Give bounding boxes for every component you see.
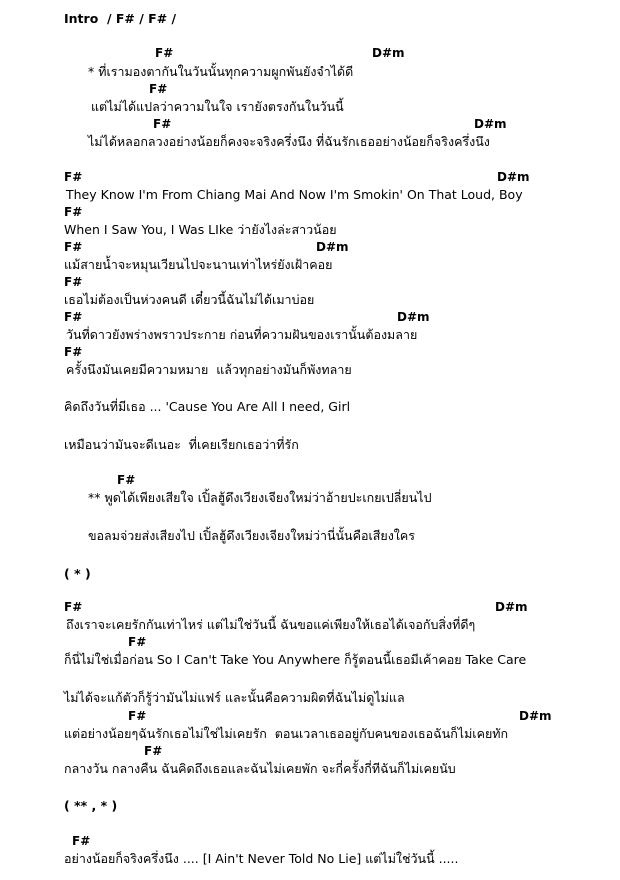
lyric-line: ** พูดได้เพียงเสียใจ เปิ้ลฮู้ดึงเวียงเจียงใหม่ว่าอ้ายปะเกยเปลี่ยนไป (88, 490, 432, 505)
chord-label: F# (128, 635, 147, 649)
chord-label: F# (128, 709, 147, 723)
chord-label: F# (64, 170, 83, 184)
lyric-line: แต่ไม่ได้แปลว่าความในใจ เรายังตรงกันในวันนี้ (91, 99, 344, 114)
lyric-line: วันที่ดาวยังพร่างพราวประกาย ก่อนที่ความฝันของเรานั้นต้องมลาย (66, 327, 418, 342)
chord-label: F# (144, 744, 163, 758)
chord-label: F# (64, 310, 83, 324)
chord-label: F# (64, 240, 83, 254)
chord-label: F# (64, 600, 83, 614)
lyric-line: When I Saw You, I Was LIke ว่ายังไงล่ะสาวน้อย (64, 222, 337, 237)
lyric-line: ขอลมจ่วยส่งเสียงไป เปิ้ลฮู้ดึงเวียงเจียงใหม่ว่านี่นั้นคือเสียงใคร (88, 528, 415, 543)
chord-label: D#m (316, 240, 349, 254)
chord-label: D#m (397, 310, 430, 324)
lyric-line: * ที่เรามองตากันในวันนั้นทุกความผูกพันยังจำได้ดี (88, 64, 354, 79)
lyric-line: ไม่ได้จะแก้ตัวก็รู้ว่ามันไม่แฟร์ และนั้นคือความผิดที่ฉันไม่ดูไม่แล (64, 690, 405, 705)
chord-label: D#m (497, 170, 530, 184)
lyric-line: แต่อย่างน้อยๆฉันรักเธอไม่ใช่ไม่เคยรัก ตอนเวลาเธออยู่กับคนของเธอฉันก็ไม่เคยทัก (64, 726, 509, 741)
section-repeat-marker: ( ** , * ) (64, 798, 118, 813)
lyric-line: ก็นี่ไม่ใช่เมื่อก่อน So I Can't Take You Anywhere ก็รู้ตอนนี้เธอมีเค้าคอย Take Care (64, 652, 527, 667)
chord-label: D#m (519, 709, 552, 723)
chord-label: F# (153, 117, 172, 131)
chord-label: D#m (372, 46, 405, 60)
lyric-line: เธอไม่ต้องเป็นห่วงคนดี เดี๋ยวนี้ฉันไม่ได้เมาบ่อย (64, 292, 315, 307)
lyric-line: ถึงเราจะเคยรักกันเท่าไหร่ แต่ไม่ใช่วันนี้ ฉันขอแค่เพียงให้เธอได้เจอกับสิ่งที่ดีๆ (66, 617, 476, 632)
chord-label: F# (64, 275, 83, 289)
lyric-line: They Know I'm From Chiang Mai And Now I'm Smokin' On That Loud, Boy (66, 187, 523, 202)
chord-label: F# (72, 834, 91, 848)
lyric-line: ไม่ได้หลอกลวงอย่างน้อยก็คงจะจริงครึ่งนึง ที่ฉันรักเธออย่างน้อยก็จริงครึ่งนึง (88, 134, 490, 149)
lyric-line: แม้สายน้ำจะหมุนเวียนไปจะนานเท่าไหร่ยังเฝ้าคอย (64, 257, 333, 272)
lyric-line: เหมือนว่ามันจะดีเนอะ ที่เคยเรียกเธอว่าที่รัก (64, 437, 299, 452)
chord-label: F# (117, 473, 136, 487)
lyric-line: ครั้งนึงมันเคยมีความหมาย แล้วทุกอย่างมันก็พังทลาย (66, 362, 352, 377)
chord-label: F# (64, 205, 83, 219)
chord-label: D#m (474, 117, 507, 131)
lyric-line: อย่างน้อยก็จริงครึ่งนึง .... [I Ain't Never Told No Lie] แต่ไม่ใช่วันนี้ ..... (64, 851, 459, 866)
intro-line: Intro / F# / F# / (64, 11, 177, 26)
chord-label: F# (155, 46, 174, 60)
chord-label: F# (149, 82, 168, 96)
chord-label: D#m (495, 600, 528, 614)
lyric-line: กลางวัน กลางคืน ฉันคิดถึงเธอและฉันไม่เคยพัก จะกี่ครั้งกี่ทีฉันก็ไม่เคยนับ (64, 761, 456, 776)
section-repeat-marker: ( * ) (64, 566, 91, 581)
lyric-line: คิดถึงวันที่มีเธอ ... 'Cause You Are All I need, Girl (64, 399, 351, 414)
chord-label: F# (64, 345, 83, 359)
